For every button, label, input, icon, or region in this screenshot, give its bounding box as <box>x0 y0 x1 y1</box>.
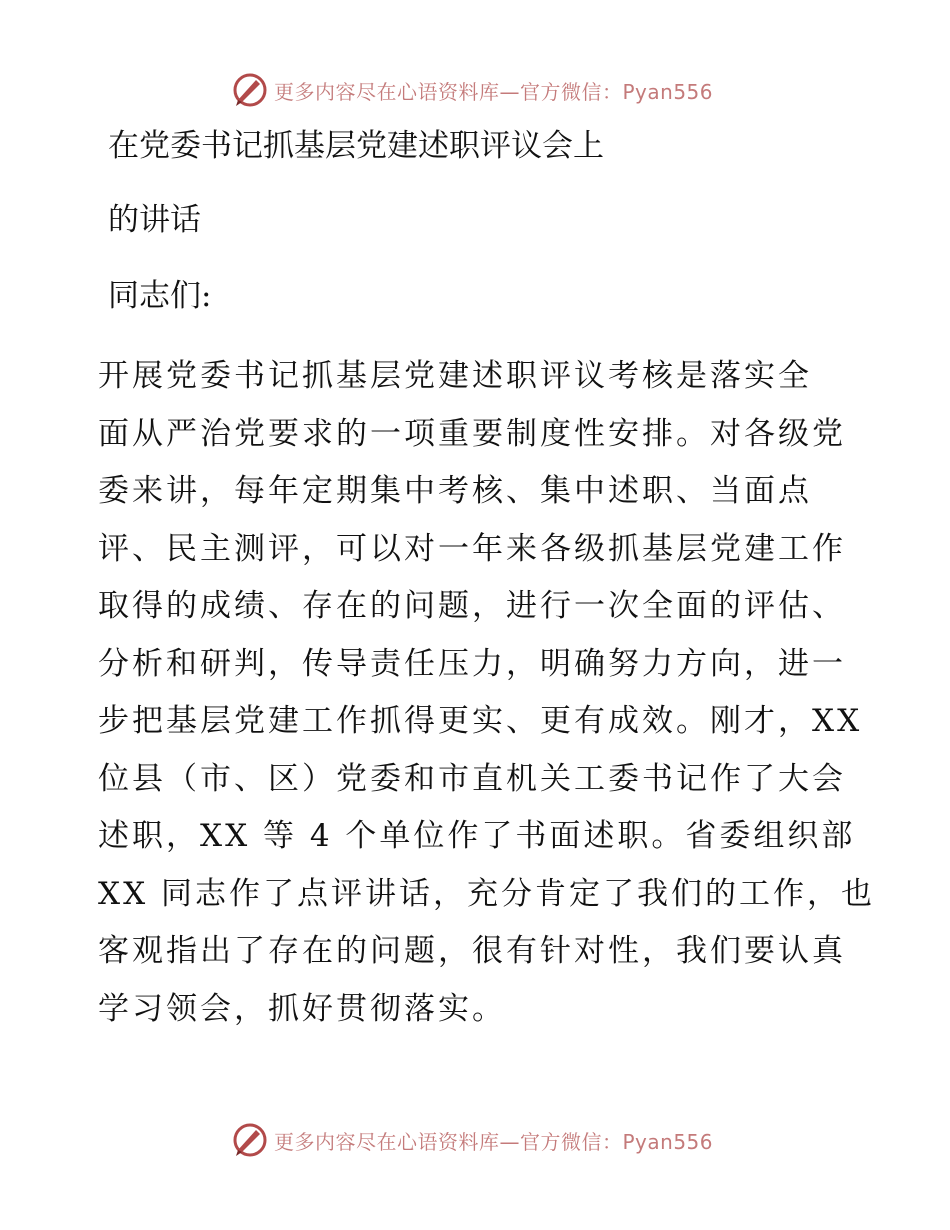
pen-circle-logo-icon <box>230 70 270 110</box>
body-line: 取得的成绩、存在的问题，进行一次全面的评估、 <box>98 588 846 624</box>
body-line: 分析和研判，传导责任压力，明确努力方向，进一 <box>98 645 846 682</box>
body-line: 述职，XX 等 4 个单位作了书面述职。省委组织部 <box>98 818 856 854</box>
footer-banner-text: 更多内容尽在心语资料库—官方微信：Pyan556 <box>274 1129 714 1154</box>
body-line: 评、民主测评，可以对一年来各级抓基层党建工作 <box>98 530 846 567</box>
pen-circle-logo-icon <box>230 1120 270 1160</box>
body-line: 客观指出了存在的问题，很有针对性，我们要认真 <box>98 933 846 969</box>
body-line: 委来讲，每年定期集中考核、集中述职、当面点 <box>98 473 812 509</box>
body-paragraph <box>98 348 875 1038</box>
greeting: 同志们: <box>108 278 212 314</box>
body-line: 面从严治党要求的一项重要制度性安排。对各级党 <box>98 415 846 452</box>
document-title-line-1: 在党委书记抓基层党建述职评议会上 <box>108 128 604 164</box>
document-title-line-2: 的讲话 <box>108 202 201 238</box>
body-line: 学习领会，抓好贯彻落实。 <box>98 990 506 1027</box>
body-line: XX 同志作了点评讲话，充分肯定了我们的工作，也 <box>98 875 875 912</box>
body-line: 位县（市、区）党委和市直机关工委书记作了大会 <box>98 760 846 797</box>
footer-banner <box>230 1120 713 1160</box>
header-banner <box>230 70 713 110</box>
body-line: 开展党委书记抓基层党建述职评议考核是落实全 <box>98 358 812 394</box>
header-banner-text: 更多内容尽在心语资料库—官方微信：Pyan556 <box>274 79 714 104</box>
body-line: 步把基层党建工作抓得更实、更有成效。刚才，XX <box>98 703 863 739</box>
